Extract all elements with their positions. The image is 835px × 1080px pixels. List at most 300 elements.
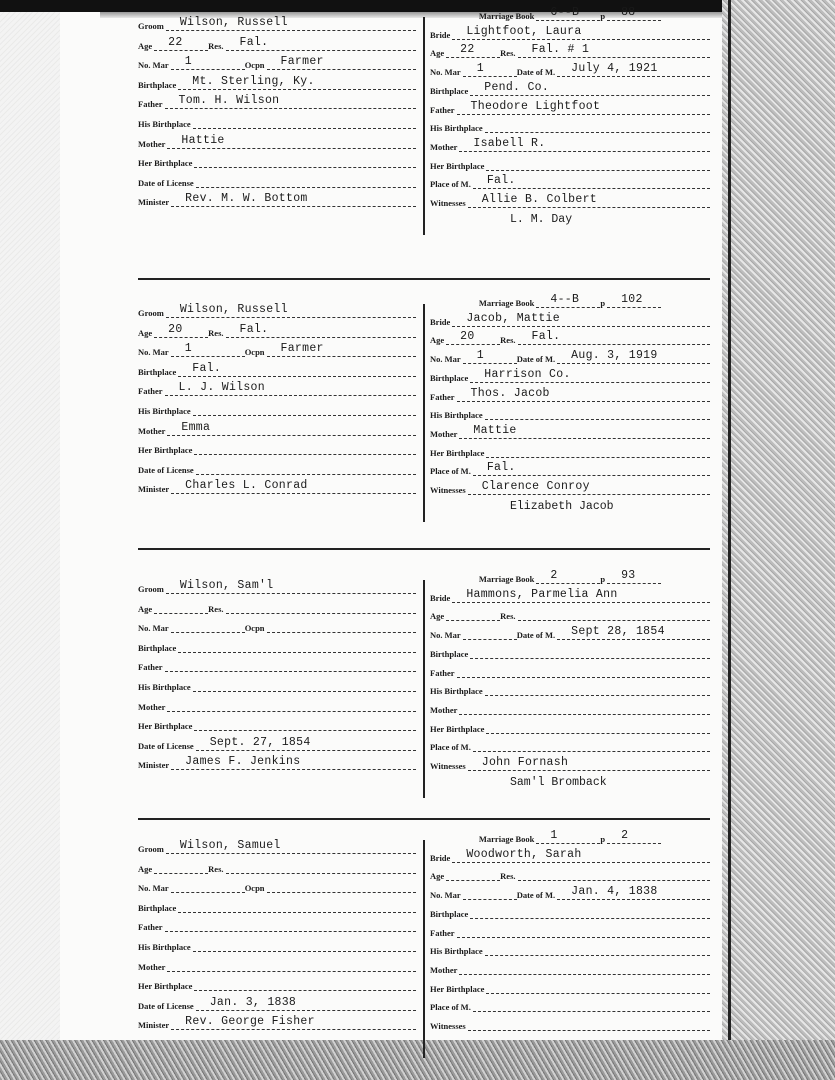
form-row	[430, 568, 710, 584]
bride-mother-birthplace-label: Her Birthplace	[430, 983, 485, 994]
place-of-marriage-value	[473, 997, 710, 1012]
groom-mother-value: Hattie	[167, 134, 416, 149]
groom-birthplace-label: Birthplace	[138, 642, 177, 653]
groom-res-label: Res.	[208, 863, 224, 874]
form-row	[430, 680, 710, 696]
marriage-book-page-label: p	[600, 834, 606, 844]
form-row	[430, 311, 710, 327]
groom-father-label: Father	[138, 99, 163, 110]
date-of-license-label: Date of License	[138, 464, 194, 475]
marriage-book-page-value: 2	[607, 829, 661, 844]
bride-father-value: Thos. Jacob	[457, 387, 710, 402]
groom-no-mar-value	[171, 618, 245, 633]
bride-father-birthplace-value	[485, 681, 710, 696]
form-row	[430, 755, 710, 771]
form-row	[430, 173, 710, 189]
form-row	[138, 420, 416, 436]
form-row	[138, 916, 416, 932]
bride-father-birthplace-label: His Birthplace	[430, 123, 483, 134]
date-of-marriage-label: Date of M.	[516, 354, 556, 365]
marriage-book-label: Marriage Book	[478, 298, 535, 308]
bride-no-mar-value: 1	[463, 349, 517, 364]
form-row	[430, 479, 710, 495]
bride-mother-label: Mother	[430, 428, 458, 439]
form-row	[430, 367, 710, 383]
groom-ocpn-value	[267, 618, 416, 633]
form-row	[430, 404, 710, 420]
date-of-license-label: Date of License	[138, 740, 194, 751]
form-row	[430, 80, 710, 96]
bride-res-value: Fal.	[518, 330, 710, 345]
groom-no-mar-value: 1	[171, 342, 245, 357]
form-row	[138, 735, 416, 751]
minister-label: Minister	[138, 484, 170, 495]
form-row	[138, 478, 416, 494]
bride-father-birthplace-value	[485, 118, 710, 133]
minister-value: James F. Jenkins	[171, 755, 416, 770]
witness-2: Elizabeth Jacob	[510, 499, 614, 513]
bride-birthplace-value: Harrison Co.	[470, 368, 710, 383]
groom-age-label: Age	[138, 40, 153, 51]
marriage-book-page-label: p	[600, 574, 606, 584]
groom-no-mar-label: No. Mar	[138, 347, 169, 358]
bride-no-mar-label: No. Mar	[430, 630, 461, 641]
form-row	[138, 133, 416, 149]
date-of-marriage-value: Aug. 3, 1919	[557, 349, 710, 364]
form-row	[430, 292, 710, 308]
bride-no-mar-value: 1	[463, 62, 517, 77]
bride-res-label: Res.	[500, 335, 516, 346]
form-row	[138, 74, 416, 90]
form-row	[430, 423, 710, 439]
form-row	[138, 754, 416, 770]
bride-res-value	[518, 606, 710, 621]
form-row	[138, 975, 416, 991]
bride-mother-value: Mattie	[459, 424, 710, 439]
groom-mother-value: Emma	[167, 421, 416, 436]
form-row	[138, 617, 416, 633]
bride-no-mar-value	[463, 625, 517, 640]
groom-res-value	[226, 859, 416, 874]
bride-mother-label: Mother	[430, 141, 458, 152]
record-divider	[138, 278, 710, 280]
bride-mother-birthplace-value	[486, 443, 710, 458]
groom-name-label: Groom	[138, 844, 164, 854]
groom-birthplace-value	[178, 638, 416, 653]
bride-father-birthplace-label: His Birthplace	[430, 686, 483, 697]
groom-age-value: 20	[154, 323, 208, 338]
form-row	[138, 341, 416, 357]
marriage-book-page-value: 102	[607, 293, 661, 308]
date-of-license-value: Jan. 3, 1838	[196, 996, 416, 1011]
form-row	[138, 459, 416, 475]
groom-name-value: Wilson, Russell	[166, 303, 416, 318]
groom-mother-label: Mother	[138, 425, 166, 436]
bride-age-label: Age	[430, 335, 445, 346]
form-row	[138, 676, 416, 692]
marriage-book-value: 1	[536, 829, 600, 844]
date-of-license-value	[196, 173, 416, 188]
date-of-marriage-label: Date of M.	[516, 630, 556, 641]
bride-mother-birthplace-value	[486, 719, 710, 734]
marriage-book-label: Marriage Book	[478, 11, 535, 21]
date-of-license-label: Date of License	[138, 1000, 194, 1011]
marriage-book-label: Marriage Book	[478, 834, 535, 844]
groom-res-label: Res.	[208, 327, 224, 338]
bride-birthplace-value	[470, 904, 710, 919]
form-row	[138, 93, 416, 109]
form-row	[430, 1015, 710, 1031]
groom-name-value: Wilson, Sam'l	[166, 579, 416, 594]
date-of-marriage-value: Jan. 4, 1838	[557, 885, 710, 900]
witness-1-value: John Fornash	[468, 756, 710, 771]
bride-age-label: Age	[430, 871, 445, 882]
marriage-record	[138, 569, 713, 818]
form-row	[430, 99, 710, 115]
record-divider	[138, 818, 710, 820]
groom-mother-label: Mother	[138, 701, 166, 712]
groom-mother-value	[167, 697, 416, 712]
bride-age-value	[446, 606, 500, 621]
form-row	[430, 42, 710, 58]
marriage-book-value: 2	[536, 569, 600, 584]
minister-value: Rev. George Fisher	[171, 1015, 416, 1030]
form-row	[430, 460, 710, 476]
place-of-marriage-value: Fal.	[473, 174, 710, 189]
groom-mother-label: Mother	[138, 961, 166, 972]
groom-father-birthplace-label: His Birthplace	[138, 119, 191, 129]
form-row	[430, 5, 710, 21]
bride-name-label: Bride	[430, 316, 451, 327]
marriage-book-value: 4--B	[536, 293, 600, 308]
bride-name-label: Bride	[430, 852, 451, 863]
column-divider	[423, 840, 425, 1058]
groom-father-birthplace-label: His Birthplace	[138, 682, 191, 692]
form-row	[430, 978, 710, 994]
bride-name-label: Bride	[430, 592, 451, 603]
place-of-marriage-label: Place of M.	[430, 742, 471, 753]
bride-father-birthplace-value	[485, 941, 710, 956]
bride-name-value: Hammons, Parmelia Ann	[452, 588, 710, 603]
form-row	[430, 192, 710, 208]
bride-age-label: Age	[430, 48, 445, 59]
form-row	[138, 715, 416, 731]
form-row	[430, 922, 710, 938]
minister-label: Minister	[138, 197, 170, 208]
form-row	[430, 699, 710, 715]
groom-age-value: 22	[154, 36, 208, 51]
groom-mother-birthplace-label: Her Birthplace	[138, 158, 193, 169]
groom-father-label: Father	[138, 386, 163, 397]
bride-name-value: Woodworth, Sarah	[452, 848, 710, 863]
groom-name-value: Wilson, Samuel	[166, 839, 416, 854]
groom-birthplace-value	[178, 898, 416, 913]
bride-no-mar-label: No. Mar	[430, 354, 461, 365]
groom-res-value: Fal.	[226, 323, 416, 338]
form-row	[430, 155, 710, 171]
groom-mother-birthplace-value	[194, 716, 416, 731]
groom-father-value: L. J. Wilson	[165, 381, 416, 396]
bride-name-value: Jacob, Mattie	[452, 312, 710, 327]
form-row	[430, 587, 710, 603]
form-row	[430, 348, 710, 364]
form-row	[430, 828, 710, 844]
groom-res-label: Res.	[208, 40, 224, 51]
form-row	[138, 322, 416, 338]
marriage-book-page-value: 93	[607, 569, 661, 584]
form-row	[138, 578, 416, 594]
place-of-marriage-label: Place of M.	[430, 466, 471, 477]
groom-ocpn-label: Ocpn	[244, 883, 265, 894]
groom-birthplace-label: Birthplace	[138, 79, 177, 90]
groom-birthplace-value: Fal.	[178, 362, 416, 377]
groom-name-label: Groom	[138, 584, 164, 594]
groom-birthplace-label: Birthplace	[138, 902, 177, 913]
groom-no-mar-label: No. Mar	[138, 60, 169, 71]
form-row	[430, 865, 710, 881]
groom-res-label: Res.	[208, 603, 224, 614]
form-row	[430, 442, 710, 458]
bride-birthplace-label: Birthplace	[430, 85, 469, 96]
witness-1-label: Witnesses	[430, 761, 466, 771]
form-row	[138, 598, 416, 614]
bride-no-mar-value	[463, 885, 517, 900]
form-row	[138, 838, 416, 854]
witness-2: Sam'l Bromback	[510, 775, 607, 789]
bride-father-label: Father	[430, 927, 455, 938]
bride-mother-birthplace-label: Her Birthplace	[430, 160, 485, 171]
form-row	[430, 903, 710, 919]
bride-mother-label: Mother	[430, 704, 458, 715]
bride-father-birthplace-value	[485, 405, 710, 420]
bride-mother-value	[459, 700, 710, 715]
minister-label: Minister	[138, 1020, 170, 1031]
form-row	[138, 1014, 416, 1030]
groom-father-label: Father	[138, 662, 163, 673]
bride-age-value: 20	[446, 330, 500, 345]
form-row	[138, 172, 416, 188]
witness-1-value	[468, 1016, 710, 1031]
marriage-record	[138, 293, 713, 542]
form-row	[138, 35, 416, 51]
bride-res-value	[518, 866, 710, 881]
bride-mother-birthplace-value	[486, 156, 710, 171]
date-of-marriage-value: Sept 28, 1854	[557, 625, 710, 640]
form-row	[138, 380, 416, 396]
date-of-license-value: Sept. 27, 1854	[196, 736, 416, 751]
form-row	[430, 61, 710, 77]
form-row	[138, 696, 416, 712]
form-row	[430, 386, 710, 402]
place-of-marriage-value: Fal.	[473, 461, 710, 476]
groom-father-birthplace-label: His Birthplace	[138, 942, 191, 952]
witness-2: L. M. Day	[510, 212, 573, 226]
scan-right-margin	[722, 0, 835, 1080]
form-row	[138, 15, 416, 31]
form-row	[138, 637, 416, 653]
groom-age-value	[154, 599, 208, 614]
bride-res-label: Res.	[500, 48, 516, 59]
form-row	[138, 877, 416, 893]
groom-res-value	[226, 599, 416, 614]
form-row	[138, 995, 416, 1011]
groom-birthplace-value: Mt. Sterling, Ky.	[178, 75, 416, 90]
groom-mother-birthplace-label: Her Birthplace	[138, 721, 193, 732]
form-row	[138, 54, 416, 70]
groom-mother-label: Mother	[138, 138, 166, 149]
groom-age-value	[154, 859, 208, 874]
groom-mother-value	[167, 957, 416, 972]
place-of-marriage-label: Place of M.	[430, 179, 471, 190]
bride-birthplace-label: Birthplace	[430, 648, 469, 659]
groom-father-value	[165, 917, 416, 932]
witness-1-label: Witnesses	[430, 198, 466, 208]
bride-father-value	[457, 663, 710, 678]
minister-label: Minister	[138, 760, 170, 771]
place-of-marriage-value	[473, 737, 710, 752]
bride-age-value	[446, 866, 500, 881]
form-row	[430, 940, 710, 956]
marriage-book-value: 6--B	[536, 6, 600, 21]
groom-mother-birthplace-label: Her Birthplace	[138, 981, 193, 992]
bride-mother-birthplace-label: Her Birthplace	[430, 447, 485, 458]
groom-father-value	[165, 657, 416, 672]
column-divider	[423, 304, 425, 522]
bride-age-label: Age	[430, 611, 445, 622]
groom-no-mar-value: 1	[171, 55, 245, 70]
date-of-marriage-label: Date of M.	[516, 890, 556, 901]
marriage-record	[138, 829, 713, 1078]
bride-father-label: Father	[430, 104, 455, 115]
form-row	[138, 302, 416, 318]
form-row	[430, 736, 710, 752]
groom-ocpn-label: Ocpn	[244, 347, 265, 358]
form-row	[138, 858, 416, 874]
form-row	[138, 361, 416, 377]
groom-father-birthplace-value	[193, 677, 416, 692]
form-row	[138, 113, 416, 129]
bride-birthplace-value	[470, 644, 710, 659]
form-row	[430, 718, 710, 734]
marriage-record	[138, 6, 713, 255]
form-row	[430, 136, 710, 152]
column-divider	[423, 17, 425, 235]
form-row	[138, 400, 416, 416]
form-row	[138, 656, 416, 672]
form-row	[430, 117, 710, 133]
form-row	[430, 996, 710, 1012]
date-of-marriage-value: July 4, 1921	[557, 62, 710, 77]
form-row	[138, 936, 416, 952]
bride-mother-birthplace-value	[486, 979, 710, 994]
witness-1-label: Witnesses	[430, 485, 466, 495]
form-row	[430, 643, 710, 659]
form-row	[430, 884, 710, 900]
witness-1-value: Clarence Conroy	[468, 480, 710, 495]
bride-mother-value	[459, 960, 710, 975]
groom-name-value: Wilson, Russell	[166, 16, 416, 31]
bride-no-mar-label: No. Mar	[430, 890, 461, 901]
groom-father-birthplace-value	[193, 114, 416, 129]
groom-mother-birthplace-value	[194, 153, 416, 168]
record-divider	[138, 548, 710, 550]
bride-mother-birthplace-label: Her Birthplace	[430, 723, 485, 734]
groom-father-label: Father	[138, 922, 163, 933]
witness-1-label: Witnesses	[430, 1021, 466, 1031]
bride-father-birthplace-label: His Birthplace	[430, 410, 483, 421]
groom-age-label: Age	[138, 603, 153, 614]
groom-birthplace-label: Birthplace	[138, 366, 177, 377]
groom-no-mar-label: No. Mar	[138, 623, 169, 634]
groom-father-value: Tom. H. Wilson	[165, 94, 416, 109]
bride-father-value	[457, 923, 710, 938]
witness-1-value: Allie B. Colbert	[468, 193, 710, 208]
form-row	[138, 956, 416, 972]
bride-name-value: Lightfoot, Laura	[452, 25, 710, 40]
bride-birthplace-label: Birthplace	[430, 908, 469, 919]
bride-no-mar-label: No. Mar	[430, 67, 461, 78]
groom-father-birthplace-label: His Birthplace	[138, 406, 191, 416]
bride-father-birthplace-label: His Birthplace	[430, 946, 483, 957]
scan-left-margin	[0, 0, 60, 1080]
groom-res-value: Fal.	[226, 36, 416, 51]
groom-mother-birthplace-label: Her Birthplace	[138, 445, 193, 456]
form-row	[430, 605, 710, 621]
bride-res-label: Res.	[500, 611, 516, 622]
form-row	[430, 847, 710, 863]
groom-no-mar-label: No. Mar	[138, 883, 169, 894]
form-row	[430, 662, 710, 678]
date-of-marriage-label: Date of M.	[516, 67, 556, 78]
form-row	[430, 959, 710, 975]
form-row	[138, 152, 416, 168]
groom-ocpn-value	[267, 878, 416, 893]
minister-value: Charles L. Conrad	[171, 479, 416, 494]
form-row	[138, 439, 416, 455]
column-divider	[423, 580, 425, 798]
bride-res-value: Fal. # 1	[518, 43, 710, 58]
groom-no-mar-value	[171, 878, 245, 893]
groom-ocpn-value: Farmer	[267, 55, 416, 70]
groom-ocpn-label: Ocpn	[244, 623, 265, 634]
minister-value: Rev. M. W. Bottom	[171, 192, 416, 207]
bride-name-label: Bride	[430, 29, 451, 40]
form-row	[430, 329, 710, 345]
bride-res-label: Res.	[500, 871, 516, 882]
date-of-license-value	[196, 460, 416, 475]
groom-name-label: Groom	[138, 21, 164, 31]
place-of-marriage-label: Place of M.	[430, 1002, 471, 1013]
groom-age-label: Age	[138, 327, 153, 338]
form-row	[138, 191, 416, 207]
date-of-license-label: Date of License	[138, 177, 194, 188]
groom-father-birthplace-value	[193, 401, 416, 416]
marriage-book-page-label: p	[600, 11, 606, 21]
groom-ocpn-label: Ocpn	[244, 60, 265, 71]
marriage-book-label: Marriage Book	[478, 574, 535, 584]
bride-father-label: Father	[430, 391, 455, 402]
groom-mother-birthplace-value	[194, 440, 416, 455]
scan-right-border	[728, 0, 731, 1080]
groom-mother-birthplace-value	[194, 976, 416, 991]
form-row	[430, 24, 710, 40]
groom-father-birthplace-value	[193, 937, 416, 952]
form-row	[138, 897, 416, 913]
form-row	[430, 624, 710, 640]
groom-ocpn-value: Farmer	[267, 342, 416, 357]
marriage-book-page-value: 88	[607, 6, 661, 21]
bride-birthplace-label: Birthplace	[430, 372, 469, 383]
